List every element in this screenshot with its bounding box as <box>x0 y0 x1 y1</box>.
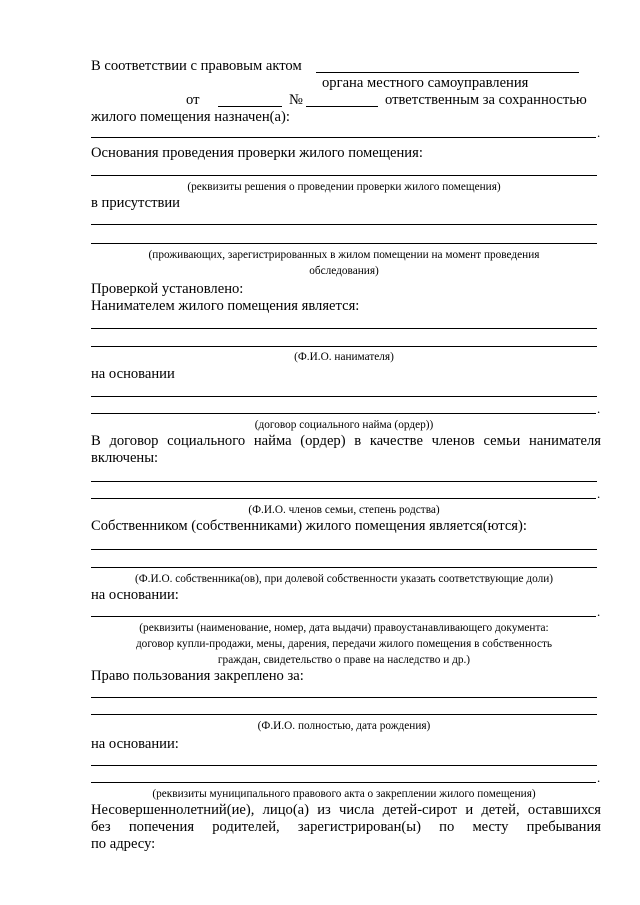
presence-caption-1: (проживающих, зарегистрированных в жилом помещении на момент проведения <box>148 249 540 261</box>
owner-label: Собственником (собственниками) жилого помещения является(ются): <box>91 518 527 534</box>
legal-act-line[interactable] <box>316 72 579 73</box>
established-label: Проверкой установлено: <box>91 281 244 297</box>
family-line-1: В договор социального найма (ордер) в качестве членов семьи нанимателя <box>91 433 601 449</box>
presence-caption-2: обследования) <box>309 265 379 277</box>
minors-line-3: по адресу: <box>91 836 156 852</box>
org-label: органа местного самоуправления <box>322 75 529 91</box>
minors-line-2: без попечения родителей, зарегистрирован(ы) по месту пребывания <box>91 819 601 835</box>
basis-line-1[interactable] <box>91 396 597 397</box>
family-line-a[interactable] <box>91 481 597 482</box>
doc-caption-2: договор купли-продажи, мены, дарения, передачи жилого помещения в собственность <box>135 638 553 650</box>
municipal-caption: (реквизиты муниципального правового акта о закреплении жилого помещения) <box>152 788 536 800</box>
family-line-b[interactable] <box>91 498 596 499</box>
owner-line-2[interactable] <box>91 567 597 568</box>
use-right-label: Право пользования закреплено за: <box>91 668 304 684</box>
owner-caption: (Ф.И.О. собственника(ов), при долевой собственности указать соответствующие доли) <box>134 573 554 585</box>
use-caption: (Ф.И.О. полностью, дата рождения) <box>257 720 431 732</box>
owner-basis-label: на основании: <box>91 587 179 603</box>
document-page: В соответствии с правовым актом органа местного самоуправления от № ответственным за сохранностью жилого помещения назначен(а): . Основания проведения проверки жилого помещения: (реквизиты решения о проведении проверки жилого помещения) в присутствии (проживающих, зарегистрированных в жилом помещении на момент проведения обследования) Проверкой установлено: Нанимателем жилого помещения является: (Ф.И.О. нанимателя) на основании . (договор социального найма (ордер)) В договор социального найма (ордер) в качестве членов семьи нанимателя включены: . (Ф.И.О. членов семьи, степень родства) Собственником (собственниками) жилого помещения является(ются): (Ф.И.О. собственника(ов), при долевой собственности указать соответствующие доли) на основании: . (реквизиты (наименование, номер, дата выдачи) правоустанавливающего документа: договор купли-продажи, мены, дарения, передачи жилого помещения в собственность граждан, свидетельство о праве на наследство и др.) Право пользования закреплено за: (Ф.И.О. полностью, дата рождения) на основании: . (реквизиты муниципального правового акта о закреплении жилого помещения) Несовершеннолетний(ие), лицо(а) из числа детей-сирот и детей, оставшихся без попечения родителей, зарегистрирован(ы) по месту пребывания по адресу: <box>91 58 601 852</box>
doc-caption-3: граждан, свидетельство о праве на наследство и др.) <box>217 654 471 666</box>
grounds-line[interactable] <box>91 175 597 176</box>
legal-act-label: В соответствии с правовым актом <box>91 58 302 74</box>
use-basis-line-1[interactable] <box>91 765 597 766</box>
doc-caption-1: (реквизиты (наименование, номер, дата выдачи) правоустанавливающего документа: <box>139 622 549 634</box>
contract-caption: (договор социального найма (ордер)) <box>254 419 434 431</box>
appointed-label: жилого помещения назначен(а): <box>91 109 290 125</box>
use-basis-label: на основании: <box>91 736 179 752</box>
family-caption: (Ф.И.О. членов семьи, степень родства) <box>248 504 440 516</box>
presence-label: в присутствии <box>91 195 180 211</box>
presence-line-1[interactable] <box>91 224 597 225</box>
owner-line-1[interactable] <box>91 549 597 550</box>
owner-basis-line[interactable] <box>91 616 596 617</box>
use-line-2[interactable] <box>91 714 597 715</box>
tenant-line-2[interactable] <box>91 346 597 347</box>
tenant-line-1[interactable] <box>91 328 597 329</box>
responsible-label: ответственным за сохранностью <box>385 92 587 108</box>
basis-line-2[interactable] <box>91 413 596 414</box>
number-line[interactable] <box>306 106 378 107</box>
use-basis-line-2[interactable] <box>91 782 596 783</box>
minors-line-1: Несовершеннолетний(ие), лицо(а) из числа детей-сирот и детей, оставшихся <box>91 802 601 818</box>
tenant-label: Нанимателем жилого помещения является: <box>91 298 360 314</box>
tenant-caption: (Ф.И.О. нанимателя) <box>294 351 394 363</box>
basis-label: на основании <box>91 366 175 382</box>
date-from-label: от <box>186 92 200 108</box>
grounds-caption: (реквизиты решения о проведении проверки жилого помещения) <box>187 181 501 193</box>
date-line[interactable] <box>218 106 282 107</box>
use-line-1[interactable] <box>91 697 597 698</box>
number-label: № <box>289 92 303 108</box>
grounds-title: Основания проведения проверки жилого помещения: <box>91 145 423 161</box>
family-line-2: включены: <box>91 450 159 466</box>
appointed-line[interactable] <box>91 137 596 138</box>
presence-line-2[interactable] <box>91 243 597 244</box>
